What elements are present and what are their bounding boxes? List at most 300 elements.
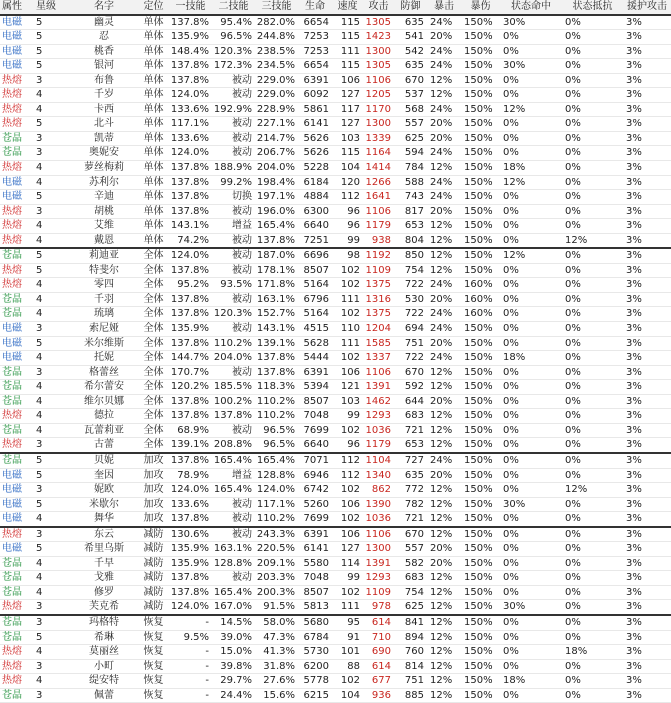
cell-effect-hit: 0% (500, 527, 562, 542)
cell-stars: 5 (34, 30, 70, 45)
cell-speed: 127 (332, 542, 363, 557)
cell-skill2: 被动 (212, 146, 255, 161)
cell-hp: 7253 (298, 30, 332, 45)
cell-assist-attack: 3% (623, 615, 671, 630)
cell-stars: 3 (34, 600, 70, 615)
cell-crit-damage: 150% (461, 556, 500, 571)
cell-hp: 7699 (298, 423, 332, 438)
cell-skill3: 206.7% (255, 146, 298, 161)
cell-speed: 104 (332, 161, 363, 176)
cell-assist-attack: 3% (623, 542, 671, 557)
cell-skill3: 118.3% (255, 380, 298, 395)
table-row (0, 204, 671, 219)
cell-assist-attack: 3% (623, 556, 671, 571)
cell-role: 加攻 (138, 468, 169, 483)
cell-assist-attack: 3% (623, 263, 671, 278)
cell-crit-damage: 150% (461, 263, 500, 278)
cell-attribute: 苍晶 (0, 365, 34, 380)
cell-role: 单体 (138, 190, 169, 205)
header-row (0, 0, 671, 15)
cell-hp: 7071 (298, 453, 332, 468)
cell-hp: 4884 (298, 190, 332, 205)
cell-defense: 537 (394, 88, 427, 103)
cell-defense: 683 (394, 409, 427, 424)
cell-role: 恢复 (138, 645, 169, 660)
cell-crit: 20% (427, 292, 461, 307)
cell-skill1: 170.7% (169, 365, 212, 380)
cell-speed: 102 (332, 483, 363, 498)
cell-defense: 885 (394, 688, 427, 703)
cell-skill2: 110.2% (212, 336, 255, 351)
cell-role: 全体 (138, 351, 169, 366)
cell-skill3: 137.8% (255, 233, 298, 248)
cell-effect-resist: 0% (562, 146, 623, 161)
cell-skill2: 120.3% (212, 44, 255, 59)
cell-skill2: 被动 (212, 527, 255, 542)
table-row (0, 542, 671, 557)
cell-crit: 20% (427, 556, 461, 571)
cell-attribute: 苍晶 (0, 571, 34, 586)
cell-crit: 12% (427, 380, 461, 395)
cell-role: 减防 (138, 571, 169, 586)
cell-skill2: 120.3% (212, 307, 255, 322)
cell-attribute: 电磁 (0, 542, 34, 557)
cell-speed: 98 (332, 248, 363, 263)
header-hp: 生命 (298, 0, 332, 15)
cell-skill1: 133.6% (169, 131, 212, 146)
cell-effect-hit: 18% (500, 351, 562, 366)
cell-defense: 850 (394, 248, 427, 263)
cell-stars: 4 (34, 585, 70, 600)
cell-role: 加攻 (138, 497, 169, 512)
cell-skill3: 178.1% (255, 263, 298, 278)
table-row (0, 512, 671, 527)
cell-crit: 12% (427, 88, 461, 103)
header-skill2: 二技能 (212, 0, 255, 15)
cell-attack: 1106 (363, 204, 394, 219)
cell-hp: 8507 (298, 394, 332, 409)
cell-effect-hit: 0% (500, 409, 562, 424)
cell-attack: 862 (363, 483, 394, 498)
cell-role: 单体 (138, 146, 169, 161)
cell-assist-attack: 3% (623, 88, 671, 103)
cell-skill2: 128.8% (212, 556, 255, 571)
cell-crit-damage: 150% (461, 190, 500, 205)
header-assist-attack: 援护攻击 (623, 0, 671, 15)
cell-hp: 6946 (298, 468, 332, 483)
cell-effect-resist: 0% (562, 556, 623, 571)
cell-assist-attack: 3% (623, 146, 671, 161)
cell-effect-resist: 0% (562, 453, 623, 468)
cell-name: 零四 (70, 278, 138, 293)
cell-skill1: 135.9% (169, 556, 212, 571)
cell-name: 幽灵 (70, 15, 138, 30)
cell-stars: 5 (34, 468, 70, 483)
cell-attribute: 苍晶 (0, 556, 34, 571)
cell-effect-resist: 0% (562, 131, 623, 146)
cell-attribute: 热熔 (0, 645, 34, 660)
cell-effect-resist: 12% (562, 233, 623, 248)
header-stars: 星级 (34, 0, 70, 15)
cell-crit-damage: 150% (461, 409, 500, 424)
cell-effect-resist: 0% (562, 380, 623, 395)
cell-skill3: 228.9% (255, 102, 298, 117)
cell-attack: 1391 (363, 380, 394, 395)
cell-effect-hit: 0% (500, 438, 562, 453)
cell-role: 单体 (138, 73, 169, 88)
cell-stars: 4 (34, 88, 70, 103)
cell-role: 单体 (138, 59, 169, 74)
cell-skill2: 被动 (212, 263, 255, 278)
table-row (0, 336, 671, 351)
table-row (0, 248, 671, 263)
cell-speed: 95 (332, 615, 363, 630)
cell-hp: 5628 (298, 336, 332, 351)
cell-crit-damage: 150% (461, 688, 500, 703)
cell-hp: 7253 (298, 44, 332, 59)
cell-attack: 1266 (363, 175, 394, 190)
cell-assist-attack: 3% (623, 248, 671, 263)
cell-effect-resist: 0% (562, 438, 623, 453)
cell-defense: 635 (394, 15, 427, 30)
cell-skill2: 99.2% (212, 175, 255, 190)
cell-attribute: 电磁 (0, 30, 34, 45)
cell-assist-attack: 3% (623, 600, 671, 615)
cell-effect-resist: 0% (562, 102, 623, 117)
cell-speed: 102 (332, 423, 363, 438)
cell-assist-attack: 3% (623, 571, 671, 586)
cell-hp: 6092 (298, 88, 332, 103)
cell-defense: 625 (394, 600, 427, 615)
cell-crit-damage: 150% (461, 351, 500, 366)
table-row (0, 161, 671, 176)
cell-skill1: 124.0% (169, 483, 212, 498)
cell-effect-hit: 0% (500, 571, 562, 586)
cell-crit: 12% (427, 645, 461, 660)
cell-assist-attack: 3% (623, 15, 671, 30)
header-speed: 速度 (332, 0, 363, 15)
cell-effect-resist: 0% (562, 423, 623, 438)
table-row (0, 423, 671, 438)
cell-attack: 936 (363, 688, 394, 703)
cell-skill2: 被动 (212, 233, 255, 248)
cell-crit-damage: 150% (461, 117, 500, 132)
cell-attack: 1293 (363, 409, 394, 424)
cell-attack: 1300 (363, 44, 394, 59)
cell-effect-hit: 0% (500, 423, 562, 438)
cell-skill1: 9.5% (169, 630, 212, 645)
cell-stars: 4 (34, 674, 70, 689)
cell-effect-hit: 0% (500, 88, 562, 103)
cell-defense: 727 (394, 453, 427, 468)
cell-effect-resist: 0% (562, 73, 623, 88)
cell-crit-damage: 150% (461, 336, 500, 351)
cell-skill2: 增益 (212, 468, 255, 483)
cell-defense: 894 (394, 630, 427, 645)
cell-assist-attack: 3% (623, 365, 671, 380)
cell-defense: 588 (394, 175, 427, 190)
cell-attack: 690 (363, 645, 394, 660)
cell-attack: 1104 (363, 453, 394, 468)
cell-skill2: 192.9% (212, 102, 255, 117)
cell-stars: 3 (34, 73, 70, 88)
cell-attack: 1164 (363, 146, 394, 161)
cell-assist-attack: 3% (623, 219, 671, 234)
cell-attribute: 苍晶 (0, 292, 34, 307)
cell-assist-attack: 3% (623, 380, 671, 395)
cell-skill1: 133.6% (169, 497, 212, 512)
cell-effect-resist: 0% (562, 630, 623, 645)
header-skill1: 一技能 (169, 0, 212, 15)
cell-role: 单体 (138, 102, 169, 117)
cell-stars: 4 (34, 102, 70, 117)
cell-attribute: 苍晶 (0, 423, 34, 438)
table-row (0, 674, 671, 689)
cell-role: 单体 (138, 131, 169, 146)
cell-attribute: 热熔 (0, 73, 34, 88)
cell-attack: 1337 (363, 351, 394, 366)
cell-defense: 653 (394, 219, 427, 234)
cell-hp: 4515 (298, 322, 332, 337)
cell-defense: 804 (394, 233, 427, 248)
cell-defense: 670 (394, 527, 427, 542)
cell-defense: 772 (394, 483, 427, 498)
cell-name: 玛格特 (70, 615, 138, 630)
cell-role: 恢复 (138, 688, 169, 703)
cell-attribute: 热熔 (0, 161, 34, 176)
cell-role: 全体 (138, 307, 169, 322)
cell-stars: 4 (34, 219, 70, 234)
cell-skill3: 243.3% (255, 527, 298, 542)
cell-defense: 754 (394, 585, 427, 600)
cell-skill1: 137.8% (169, 585, 212, 600)
cell-skill3: 197.1% (255, 190, 298, 205)
cell-hp: 6784 (298, 630, 332, 645)
cell-speed: 99 (332, 571, 363, 586)
cell-defense: 625 (394, 131, 427, 146)
cell-skill2: 24.4% (212, 688, 255, 703)
cell-stars: 3 (34, 659, 70, 674)
cell-defense: 784 (394, 161, 427, 176)
cell-skill2: 14.5% (212, 615, 255, 630)
table-row (0, 30, 671, 45)
cell-effect-resist: 0% (562, 336, 623, 351)
table-row (0, 351, 671, 366)
cell-defense: 751 (394, 674, 427, 689)
cell-effect-hit: 30% (500, 497, 562, 512)
cell-assist-attack: 3% (623, 659, 671, 674)
cell-attribute: 热熔 (0, 219, 34, 234)
cell-name: 萝丝梅莉 (70, 161, 138, 176)
cell-effect-resist: 0% (562, 307, 623, 322)
cell-attack: 1462 (363, 394, 394, 409)
cell-crit: 12% (427, 527, 461, 542)
cell-defense: 760 (394, 645, 427, 660)
cell-skill3: 47.3% (255, 630, 298, 645)
cell-skill3: 163.1% (255, 292, 298, 307)
cell-speed: 88 (332, 659, 363, 674)
cell-effect-hit: 30% (500, 15, 562, 30)
cell-name: 希尔蕾安 (70, 380, 138, 395)
cell-stars: 5 (34, 117, 70, 132)
cell-skill3: 229.0% (255, 88, 298, 103)
cell-attribute: 苍晶 (0, 146, 34, 161)
cell-crit: 24% (427, 175, 461, 190)
cell-role: 全体 (138, 438, 169, 453)
cell-crit-damage: 150% (461, 88, 500, 103)
cell-crit-damage: 150% (461, 630, 500, 645)
cell-crit: 12% (427, 263, 461, 278)
cell-role: 单体 (138, 117, 169, 132)
cell-crit: 12% (427, 423, 461, 438)
cell-role: 单体 (138, 204, 169, 219)
cell-skill1: 137.8% (169, 190, 212, 205)
cell-attribute: 热熔 (0, 674, 34, 689)
cell-crit: 12% (427, 73, 461, 88)
cell-attack: 1423 (363, 30, 394, 45)
cell-effect-resist: 0% (562, 322, 623, 337)
cell-skill2: 100.2% (212, 394, 255, 409)
cell-name: 布鲁 (70, 73, 138, 88)
cell-attribute: 热熔 (0, 409, 34, 424)
cell-skill2: 165.4% (212, 483, 255, 498)
table-body (0, 15, 671, 703)
cell-effect-resist: 0% (562, 615, 623, 630)
cell-hp: 5813 (298, 600, 332, 615)
cell-assist-attack: 3% (623, 423, 671, 438)
cell-crit-damage: 150% (461, 248, 500, 263)
cell-role: 全体 (138, 278, 169, 293)
cell-name: 莉迪亚 (70, 248, 138, 263)
cell-effect-hit: 18% (500, 161, 562, 176)
cell-hp: 5861 (298, 102, 332, 117)
cell-hp: 7048 (298, 409, 332, 424)
cell-assist-attack: 3% (623, 497, 671, 512)
cell-assist-attack: 3% (623, 59, 671, 74)
cell-effect-resist: 0% (562, 204, 623, 219)
cell-attack: 1641 (363, 190, 394, 205)
header-name: 名字 (70, 0, 138, 15)
cell-stars: 4 (34, 307, 70, 322)
cell-attack: 1106 (363, 365, 394, 380)
cell-hp: 5394 (298, 380, 332, 395)
cell-hp: 6141 (298, 542, 332, 557)
cell-effect-hit: 0% (500, 512, 562, 527)
cell-crit: 24% (427, 351, 461, 366)
cell-attribute: 苍晶 (0, 307, 34, 322)
cell-crit: 12% (427, 365, 461, 380)
cell-skill1: 135.9% (169, 322, 212, 337)
cell-effect-resist: 0% (562, 278, 623, 293)
table-row (0, 307, 671, 322)
cell-role: 全体 (138, 292, 169, 307)
cell-role: 恢复 (138, 659, 169, 674)
header-effect-resist: 状态抵抗 (562, 0, 623, 15)
cell-effect-resist: 0% (562, 59, 623, 74)
cell-hp: 5730 (298, 645, 332, 660)
cell-assist-attack: 3% (623, 190, 671, 205)
cell-role: 减防 (138, 600, 169, 615)
cell-stars: 4 (34, 645, 70, 660)
cell-attack: 1036 (363, 512, 394, 527)
header-attribute: 属性 (0, 0, 34, 15)
table-row (0, 380, 671, 395)
cell-attribute: 热熔 (0, 102, 34, 117)
cell-speed: 112 (332, 190, 363, 205)
cell-speed: 96 (332, 438, 363, 453)
table-row (0, 438, 671, 453)
cell-attribute: 苍晶 (0, 615, 34, 630)
cell-crit: 12% (427, 233, 461, 248)
cell-assist-attack: 3% (623, 44, 671, 59)
cell-effect-resist: 0% (562, 117, 623, 132)
table-row (0, 131, 671, 146)
cell-effect-hit: 0% (500, 556, 562, 571)
cell-assist-attack: 3% (623, 688, 671, 703)
cell-assist-attack: 3% (623, 292, 671, 307)
cell-skill3: 244.8% (255, 30, 298, 45)
cell-skill3: 204.0% (255, 161, 298, 176)
cell-effect-resist: 0% (562, 600, 623, 615)
cell-skill2: 165.4% (212, 453, 255, 468)
cell-crit: 20% (427, 30, 461, 45)
cell-crit-damage: 150% (461, 30, 500, 45)
cell-role: 全体 (138, 248, 169, 263)
cell-assist-attack: 3% (623, 645, 671, 660)
cell-speed: 115 (332, 30, 363, 45)
cell-defense: 557 (394, 542, 427, 557)
cell-assist-attack: 3% (623, 233, 671, 248)
cell-defense: 817 (394, 204, 427, 219)
cell-effect-resist: 0% (562, 161, 623, 176)
table-row (0, 556, 671, 571)
cell-speed: 103 (332, 394, 363, 409)
cell-effect-hit: 0% (500, 263, 562, 278)
cell-skill3: 31.8% (255, 659, 298, 674)
cell-effect-hit: 0% (500, 233, 562, 248)
cell-speed: 106 (332, 497, 363, 512)
cell-crit: 20% (427, 204, 461, 219)
table-row (0, 600, 671, 615)
cell-skill1: 95.2% (169, 278, 212, 293)
cell-skill1: 148.4% (169, 44, 212, 59)
cell-attack: 1340 (363, 468, 394, 483)
cell-effect-resist: 0% (562, 542, 623, 557)
cell-name: 格蕾丝 (70, 365, 138, 380)
cell-stars: 4 (34, 161, 70, 176)
cell-speed: 114 (332, 556, 363, 571)
cell-attack: 1106 (363, 73, 394, 88)
cell-effect-resist: 0% (562, 175, 623, 190)
cell-effect-hit: 18% (500, 674, 562, 689)
cell-name: 米尔维斯 (70, 336, 138, 351)
cell-skill3: 282.0% (255, 15, 298, 30)
cell-hp: 5164 (298, 307, 332, 322)
cell-crit: 24% (427, 453, 461, 468)
cell-skill2: 172.3% (212, 59, 255, 74)
cell-crit-damage: 150% (461, 483, 500, 498)
cell-effect-hit: 0% (500, 394, 562, 409)
cell-name: 戈雅 (70, 571, 138, 586)
table-row (0, 615, 671, 630)
cell-effect-hit: 0% (500, 483, 562, 498)
cell-defense: 541 (394, 30, 427, 45)
cell-assist-attack: 3% (623, 307, 671, 322)
cell-crit-damage: 150% (461, 175, 500, 190)
cell-name: 米歇尔 (70, 497, 138, 512)
cell-stars: 4 (34, 423, 70, 438)
cell-attribute: 热熔 (0, 527, 34, 542)
